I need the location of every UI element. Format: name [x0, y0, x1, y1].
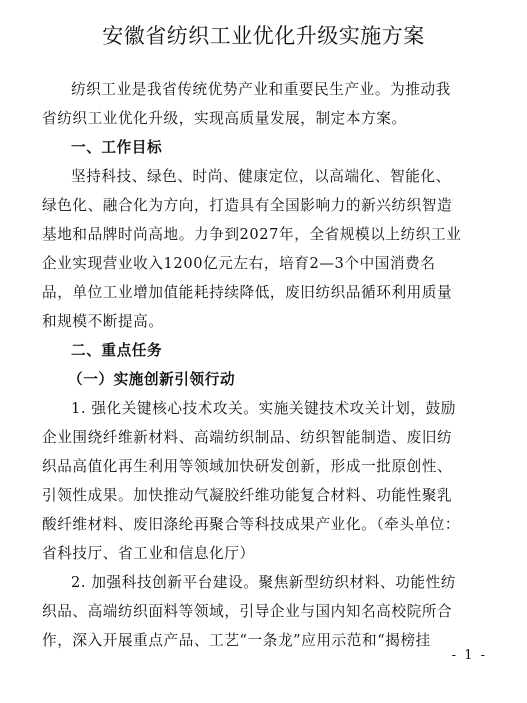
- paragraph-line: 引领性成果。加快推动气凝胶纤维功能复合材料、功能性聚乳: [42, 487, 453, 504]
- paragraph-line: 和规模不断提高。: [42, 313, 164, 330]
- paragraph-line: 省科技厅、省工业和信息化厅）: [42, 545, 255, 562]
- paragraph-line: 织品高值化再生利用等领域加快研发创新，形成一批原创性、: [42, 458, 453, 475]
- subsection-heading-innovation: （一）实施创新引领行动: [68, 371, 236, 388]
- paragraph-line: 纺织工业是我省传统优势产业和重要民生产业。为推动我: [71, 81, 451, 98]
- paragraph-line: 品，单位工业增加值能耗持续降低，废旧纺织品循环利用质量: [42, 284, 453, 301]
- paragraph-line: 坚持科技、绿色、时尚、健康定位，以高端化、智能化、: [71, 168, 451, 185]
- paragraph-line: 绿色化、融合化为方向，打造具有全国影响力的新兴纺织智造: [42, 197, 453, 214]
- paragraph-line: 酸纤维材料、废旧涤纶再聚合等科技成果产业化。（牵头单位：: [42, 516, 461, 533]
- paragraph-line: 省纺织工业优化升级，实现高质量发展，制定本方案。: [42, 110, 407, 127]
- paragraph-line: 1. 强化关键核心技术攻关。实施关键技术攻关计划，鼓励: [71, 400, 457, 417]
- paragraph-line: 企业围绕纤维新材料、高端纺织制品、纺织智能制造、废旧纺: [42, 429, 453, 446]
- section-heading-tasks: 二、重点任务: [71, 342, 163, 359]
- paragraph-line: 企业实现营业收入1200亿元左右，培育2—3个中国消费名: [42, 255, 436, 272]
- paragraph-line: 基地和品牌时尚高地。力争到2027年，全省规模以上纺织工业: [42, 226, 462, 243]
- paragraph-line: 2. 加强科技创新平台建设。聚焦新型纺织材料、功能性纺: [71, 574, 457, 591]
- paragraph-line: 织品、高端纺织面料等领域，引导企业与国内知名高校院所合: [42, 603, 453, 620]
- section-heading-goals: 一、工作目标: [71, 139, 163, 156]
- document-title: 安徽省纺织工业优化升级实施方案: [102, 24, 425, 48]
- page-number: - 1 -: [451, 648, 487, 663]
- paragraph-line: 作，深入开展重点产品、工艺“一条龙”应用示范和“揭榜挂: [42, 632, 431, 649]
